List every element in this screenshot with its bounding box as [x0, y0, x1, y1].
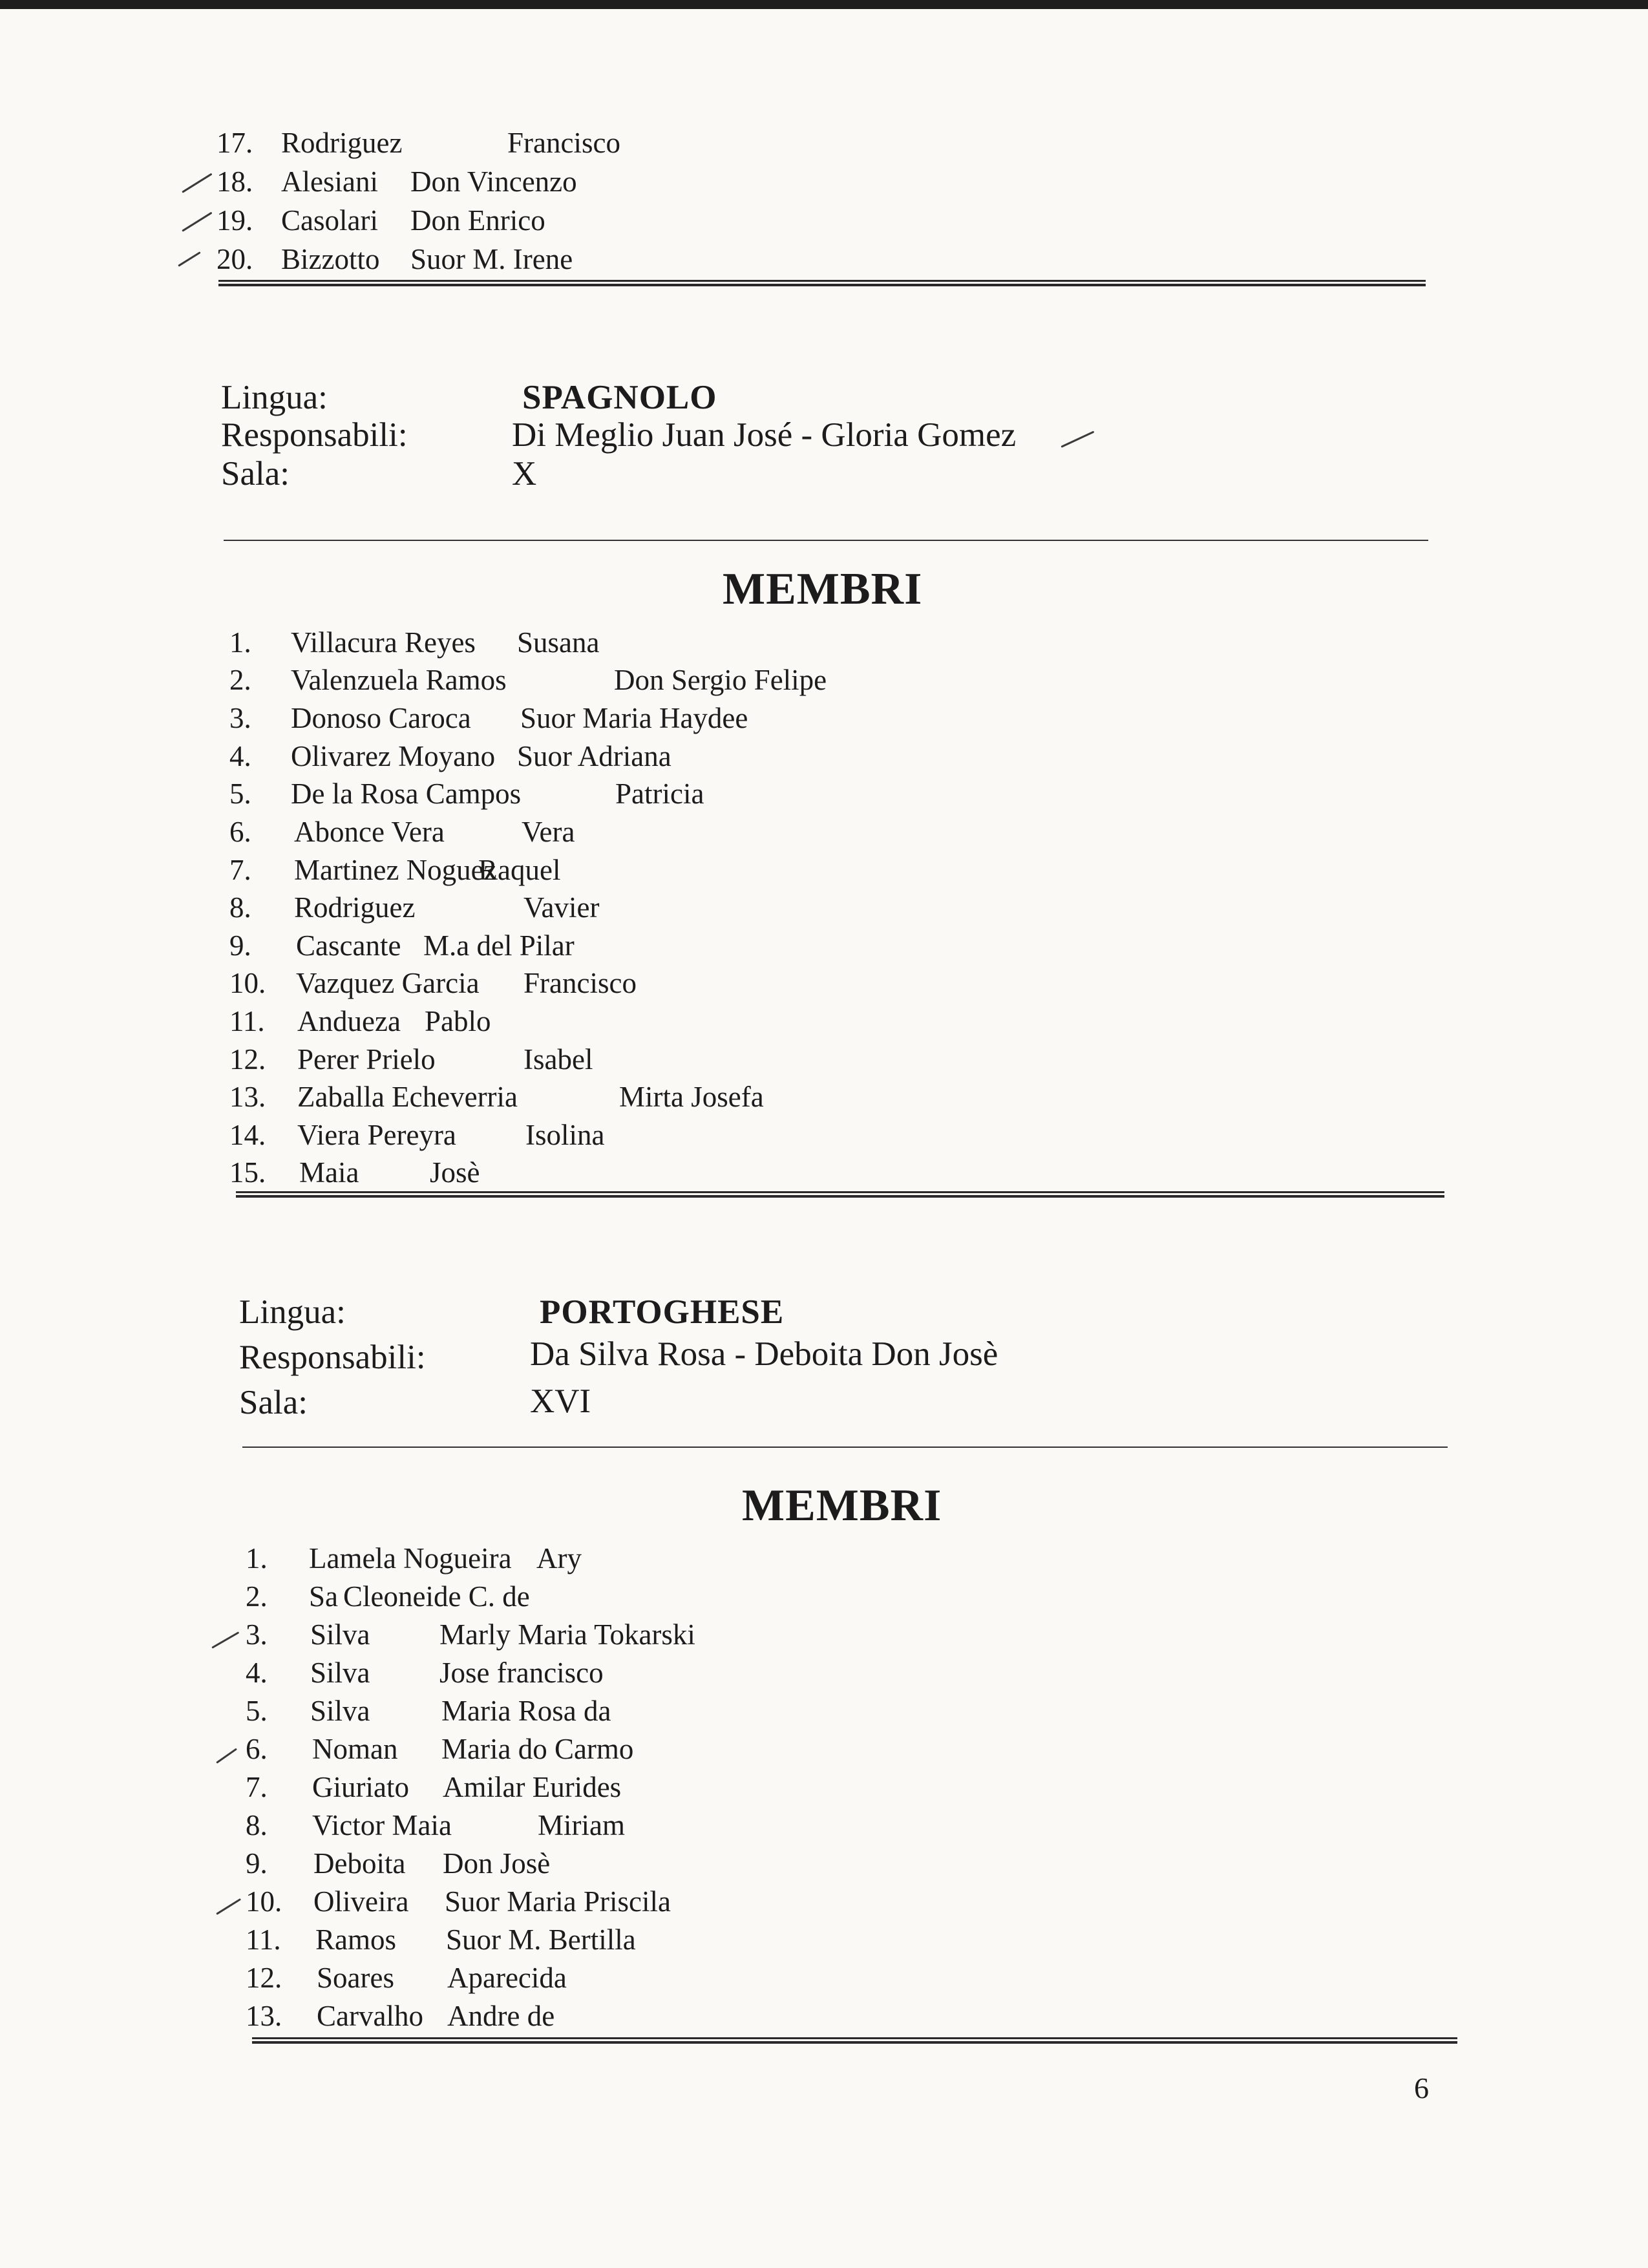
page-number: 6 — [1414, 2072, 1429, 2104]
item-first-name: Jose francisco — [439, 1657, 604, 1689]
item-surname: Villacura Reyes — [291, 626, 476, 659]
item-first-name: Vera — [522, 816, 575, 848]
list-item — [246, 1885, 1021, 1922]
item-number: 18. — [217, 165, 253, 198]
item-first-name: Don Enrico — [410, 204, 545, 237]
item-surname: Sa — [309, 1580, 338, 1613]
list-item — [229, 1080, 1005, 1118]
list-item — [229, 1004, 1005, 1042]
list-item — [229, 739, 1005, 777]
item-number: 15. — [229, 1156, 266, 1189]
item-surname: Carvalho — [317, 2000, 423, 2032]
item-surname: Victor Maia — [312, 1809, 452, 1841]
item-number: 4. — [229, 740, 251, 772]
lingua-label: Lingua: — [239, 1293, 346, 1331]
item-first-name: Pablo — [425, 1005, 491, 1037]
pencil-check-mark-icon — [216, 1748, 237, 1763]
item-first-name: Francisco — [523, 967, 637, 999]
item-number: 1. — [246, 1542, 268, 1574]
item-surname: Donoso Caroca — [291, 702, 471, 734]
item-surname: Abonce Vera — [294, 816, 445, 848]
item-surname: Valenzuela Ramos — [291, 664, 507, 696]
scan-top-edge — [0, 0, 1648, 9]
item-surname: Viera Pereyra — [297, 1119, 456, 1151]
item-surname: Vazquez Garcia — [296, 967, 480, 999]
pencil-check-mark-icon — [216, 1898, 241, 1915]
item-number: 4. — [246, 1657, 268, 1689]
item-surname: Zaballa Echeverria — [297, 1081, 518, 1113]
list-item — [229, 891, 1005, 928]
list-item — [246, 1923, 1021, 1960]
item-surname: Olivarez Moyano — [291, 740, 496, 772]
item-first-name: Andre de — [447, 2000, 555, 2032]
item-number: 5. — [246, 1695, 268, 1727]
section-header-portoghese — [239, 1293, 1144, 1422]
item-surname: Casolari — [281, 204, 378, 237]
item-first-name: Aparecida — [447, 1962, 567, 1994]
item-first-name: Josè — [430, 1156, 480, 1189]
sala-label: Sala: — [221, 455, 290, 493]
item-number: 9. — [229, 929, 251, 962]
lingua-value: SPAGNOLO — [522, 379, 717, 416]
item-first-name: Don Josè — [443, 1847, 551, 1880]
list-item — [246, 1999, 1021, 2037]
item-number: 19. — [217, 204, 253, 237]
top-member-list — [217, 126, 734, 281]
item-surname: Giuriato — [312, 1771, 409, 1803]
responsabili-label: Responsabili: — [239, 1339, 426, 1376]
responsabili-label: Responsabili: — [221, 416, 408, 454]
item-surname: Soares — [317, 1962, 394, 1994]
list-item — [217, 242, 734, 280]
item-surname: Ramos — [315, 1924, 397, 1956]
section-divider — [242, 1447, 1448, 1448]
list-item — [229, 815, 1005, 853]
item-surname: Lamela Nogueira — [309, 1542, 512, 1574]
item-first-name: Suor Maria Priscila — [445, 1885, 671, 1918]
list-item — [229, 701, 1005, 739]
item-surname: Silva — [310, 1618, 370, 1651]
item-number: 2. — [246, 1580, 268, 1613]
item-number: 7. — [229, 854, 251, 886]
list-item — [246, 1961, 1021, 1998]
item-first-name: Marly Maria Tokarski — [439, 1618, 695, 1651]
item-number: 6. — [229, 816, 251, 848]
list-item — [246, 1580, 1021, 1617]
item-surname: Noman — [312, 1733, 398, 1765]
section-divider — [218, 280, 1426, 286]
item-first-name: Don Sergio Felipe — [614, 664, 827, 696]
item-first-name: Mirta Josefa — [619, 1081, 764, 1113]
item-surname: Rodriguez — [294, 891, 416, 924]
list-item — [229, 777, 1005, 814]
pencil-check-mark-icon — [182, 173, 212, 193]
item-surname: Bizzotto — [281, 243, 380, 275]
list-item — [229, 1118, 1005, 1156]
item-first-name: Suor M. Bertilla — [446, 1924, 636, 1956]
item-surname: Oliveira — [313, 1885, 409, 1918]
item-number: 2. — [229, 664, 251, 696]
item-first-name: Patricia — [615, 778, 704, 810]
item-number: 3. — [246, 1618, 268, 1651]
item-first-name: Susana — [517, 626, 600, 659]
pencil-check-mark-icon — [211, 1631, 239, 1649]
item-surname: Silva — [310, 1695, 370, 1727]
item-surname: Perer Prielo — [297, 1043, 436, 1076]
section-header-spagnolo — [221, 378, 1126, 507]
item-first-name: Maria Rosa da — [441, 1695, 611, 1727]
item-number: 13. — [229, 1081, 266, 1113]
item-number: 14. — [229, 1119, 266, 1151]
list-item — [246, 1847, 1021, 1884]
item-number: 7. — [246, 1771, 268, 1803]
list-item — [229, 626, 1005, 663]
sala-value: X — [512, 455, 537, 493]
list-item — [246, 1694, 1021, 1732]
item-number: 8. — [246, 1809, 268, 1841]
list-item — [229, 1156, 1005, 1193]
list-item — [229, 929, 1005, 966]
item-number: 17. — [217, 127, 253, 159]
item-number: 3. — [229, 702, 251, 734]
item-first-name: Amilar Eurides — [443, 1771, 622, 1803]
list-item — [246, 1618, 1021, 1655]
pencil-check-mark-icon — [182, 212, 212, 232]
sala-value: XVI — [530, 1383, 591, 1420]
item-number: 20. — [217, 243, 253, 275]
item-first-name: Suor Adriana — [517, 740, 671, 772]
members-title: MEMBRI — [742, 1481, 942, 1531]
section-divider — [252, 2037, 1457, 2044]
item-surname: Cascante — [296, 929, 401, 962]
item-first-name: Raquel — [478, 854, 561, 886]
item-first-name: Suor M. Irene — [410, 243, 573, 275]
members-title: MEMBRI — [723, 564, 923, 614]
list-item — [229, 1043, 1005, 1080]
item-number: 6. — [246, 1733, 268, 1765]
item-surname: Alesiani — [281, 165, 378, 198]
spanish-member-list — [229, 626, 1005, 1194]
item-surname: Martinez Noguez — [294, 854, 497, 886]
list-item — [246, 1656, 1021, 1693]
list-item — [246, 1770, 1021, 1808]
item-surname: Silva — [310, 1657, 370, 1689]
list-item — [217, 204, 734, 241]
item-number: 1. — [229, 626, 251, 659]
item-number: 10. — [229, 967, 266, 999]
list-item — [229, 853, 1005, 891]
item-first-name: Maria do Carmo — [441, 1733, 634, 1765]
list-item — [217, 126, 734, 164]
item-first-name: Miriam — [538, 1809, 625, 1841]
list-item — [229, 663, 1005, 701]
list-item — [246, 1542, 1021, 1579]
item-first-name: Suor Maria Haydee — [520, 702, 748, 734]
item-number: 11. — [246, 1924, 281, 1956]
item-first-name: Isolina — [525, 1119, 605, 1151]
section-divider — [236, 1191, 1444, 1198]
responsabili-value: Di Meglio Juan José - Gloria Gomez — [512, 416, 1017, 454]
item-first-name: Don Vincenzo — [410, 165, 577, 198]
item-surname: De la Rosa Campos — [291, 778, 522, 810]
item-surname: Andueza — [297, 1005, 401, 1037]
section-divider — [224, 540, 1428, 541]
item-first-name: M.a del Pilar — [423, 929, 575, 962]
item-first-name: Vavier — [523, 891, 600, 924]
pencil-check-mark-icon — [178, 251, 201, 267]
item-surname: Rodriguez — [281, 127, 403, 159]
responsabili-value: Da Silva Rosa - Deboita Don Josè — [530, 1335, 998, 1373]
sala-label: Sala: — [239, 1384, 308, 1421]
item-number: 8. — [229, 891, 251, 924]
item-number: 12. — [229, 1043, 266, 1076]
item-first-name: Francisco — [507, 127, 620, 159]
item-first-name: Ary — [536, 1542, 582, 1574]
item-number: 13. — [246, 2000, 282, 2032]
item-first-name: Isabel — [523, 1043, 593, 1076]
item-first-name: Cleoneide C. de — [343, 1580, 530, 1613]
list-item — [246, 1808, 1021, 1846]
lingua-label: Lingua: — [221, 379, 328, 416]
list-item — [229, 966, 1005, 1004]
item-number: 5. — [229, 778, 251, 810]
lingua-value: PORTOGHESE — [540, 1293, 785, 1331]
item-number: 10. — [246, 1885, 282, 1918]
item-surname: Maia — [299, 1156, 359, 1189]
portuguese-member-list — [246, 1542, 1021, 2039]
item-number: 9. — [246, 1847, 268, 1880]
item-number: 11. — [229, 1005, 265, 1037]
list-item — [217, 165, 734, 202]
item-number: 12. — [246, 1962, 282, 1994]
list-item — [246, 1732, 1021, 1770]
item-surname: Deboita — [313, 1847, 406, 1880]
